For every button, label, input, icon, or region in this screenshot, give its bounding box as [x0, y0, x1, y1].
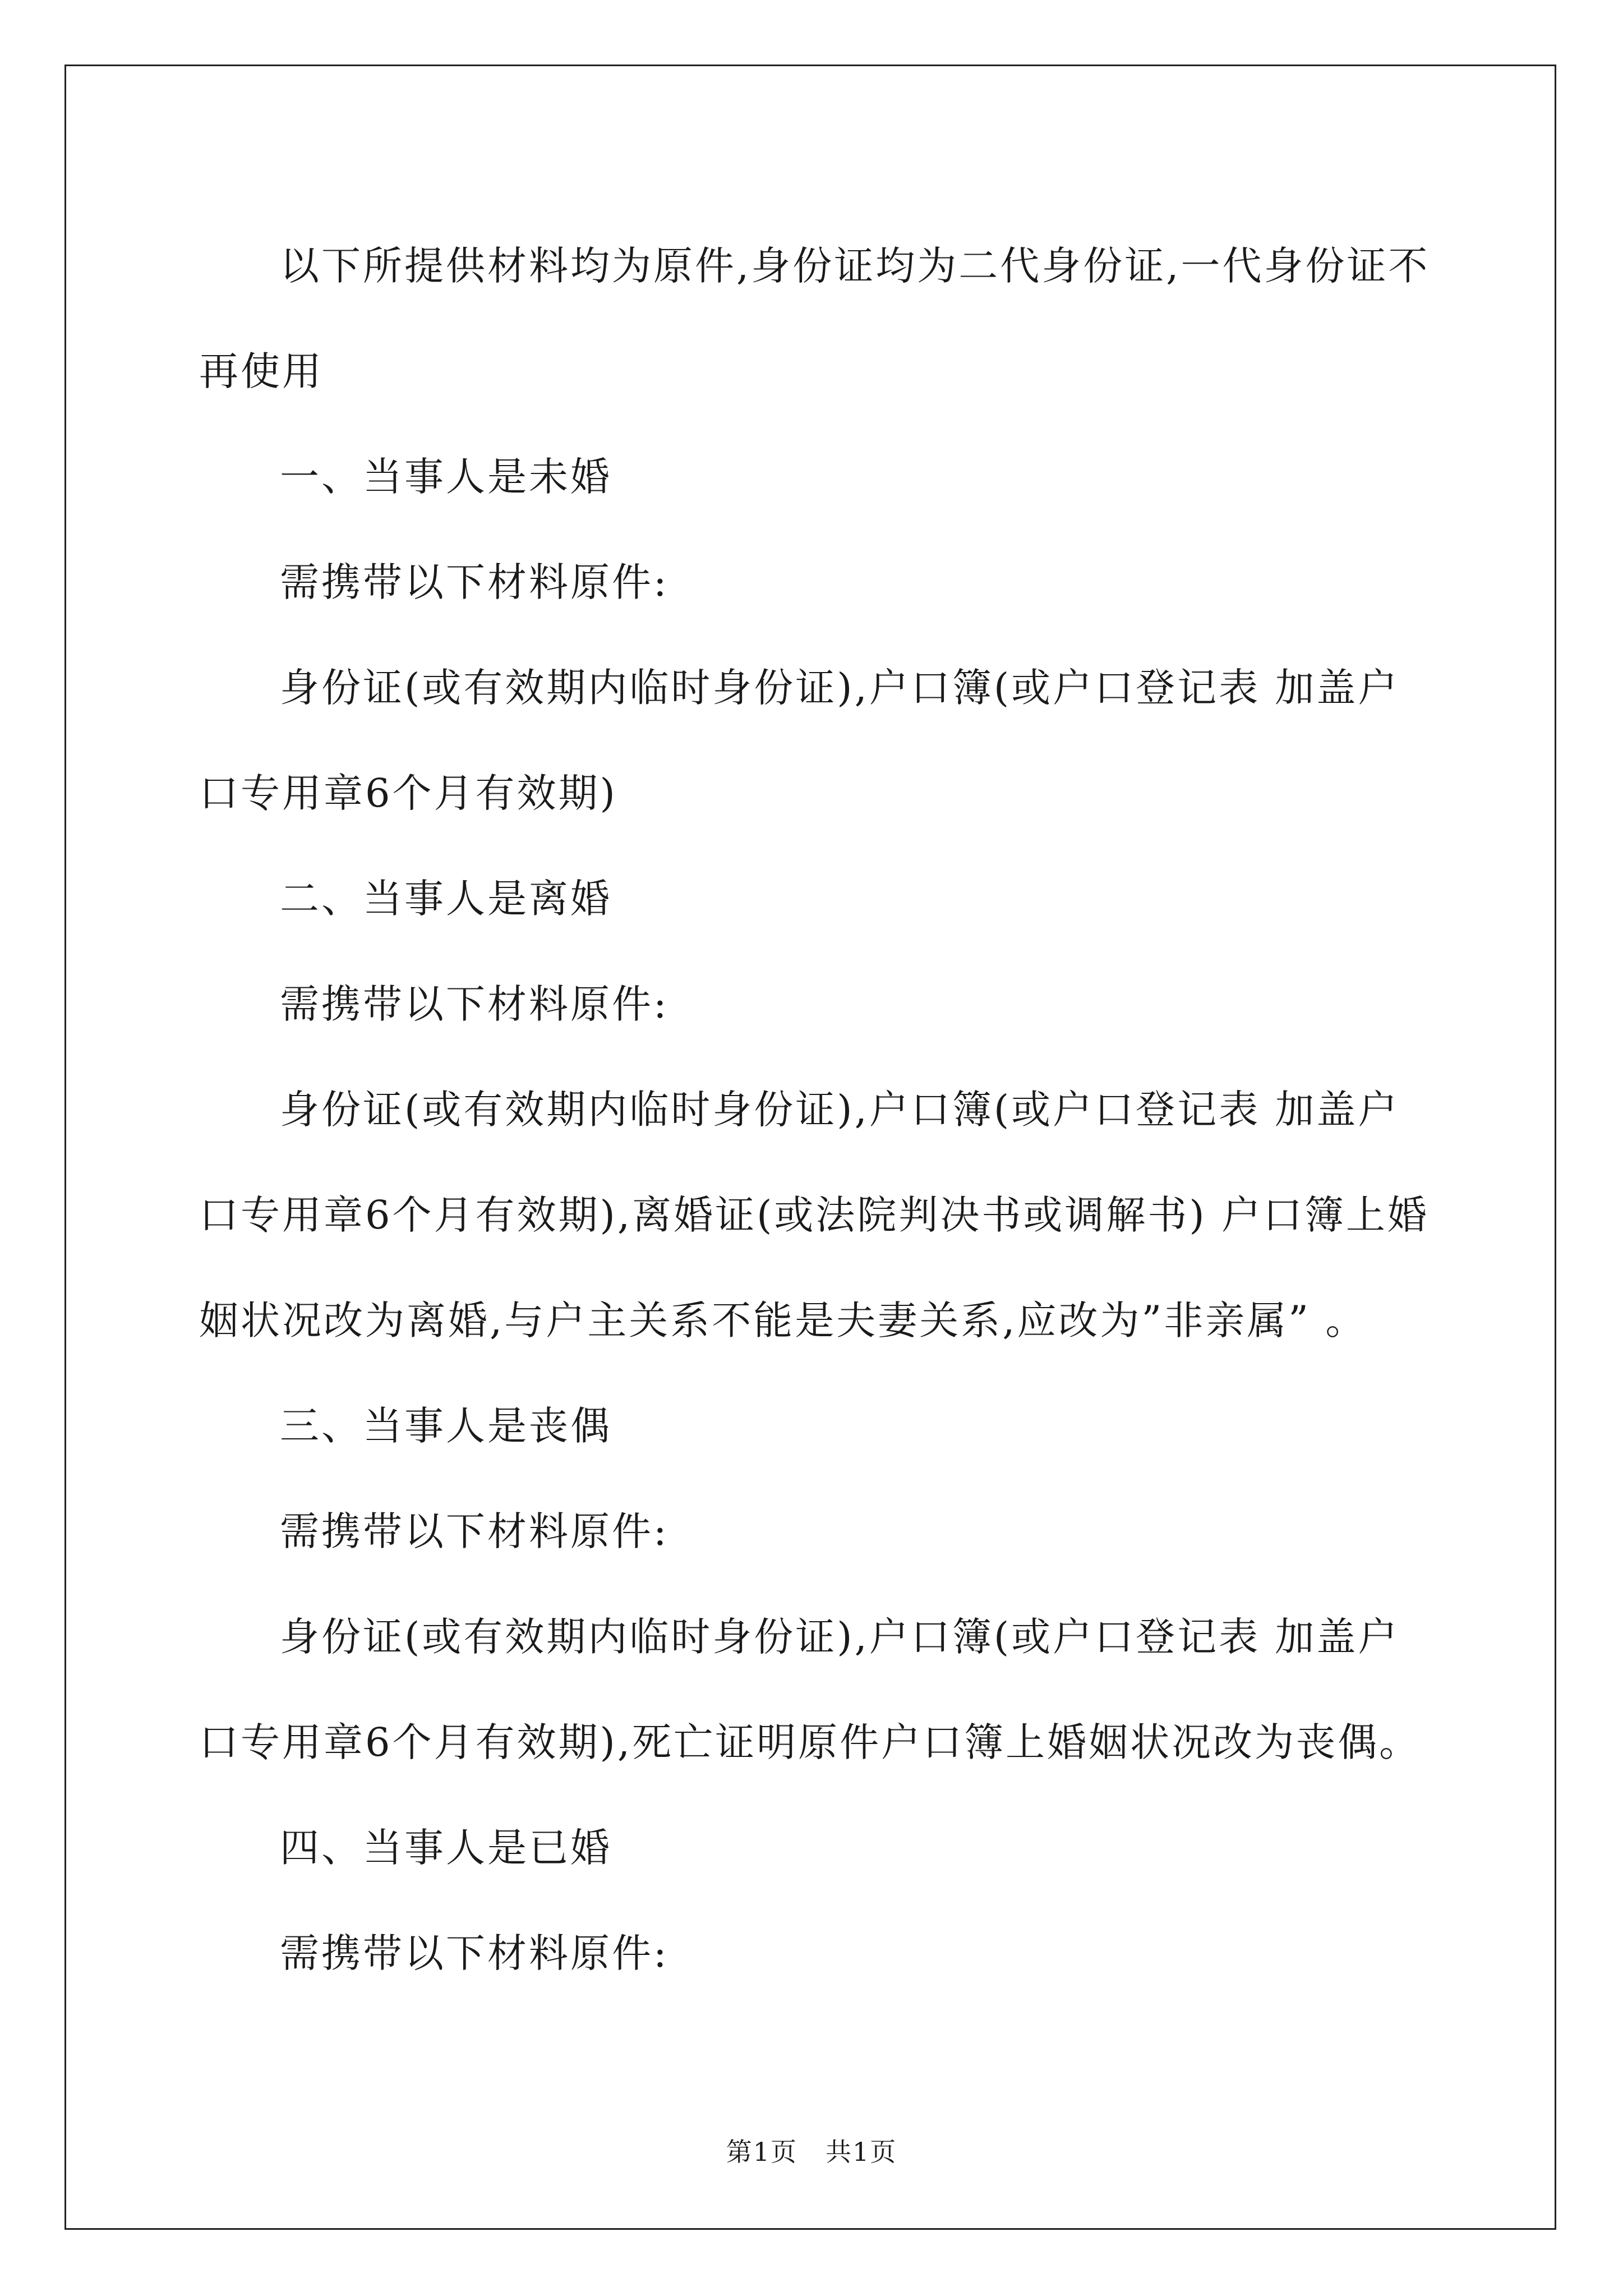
page-number-current: 第1页: [726, 2137, 797, 2167]
section-heading-married: 四、当事人是已婚: [280, 1825, 612, 1871]
materials-label: 需携带以下材料原件:: [280, 981, 669, 1027]
section-heading-unmarried: 一、当事人是未婚: [280, 454, 612, 500]
page-number-total: 共1页: [826, 2137, 897, 2167]
page-footer: [0, 2132, 1623, 2169]
materials-list-widowed: 身份证(或有效期内临时身份证),户口簿(或户口登记表 加盖户口专用章6个月有效期),死亡证明原件户口簿上婚姻状况改为丧偶。: [199, 1614, 1421, 1765]
document-body: [199, 213, 1433, 2006]
materials-label: 需携带以下材料原件:: [280, 1930, 669, 1976]
section-heading-divorced: 二、当事人是离婚: [280, 876, 612, 922]
materials-label: 需携带以下材料原件:: [280, 559, 669, 605]
materials-list-divorced: 身份证(或有效期内临时身份证),户口簿(或户口登记表 加盖户口专用章6个月有效期),离婚证(或法院判决书或调解书) 户口簿上婚姻状况改为离婚,与户主关系不能是夫妻关系,应改为”非亲属” 。: [199, 1087, 1429, 1343]
section-heading-widowed: 三、当事人是丧偶: [280, 1403, 612, 1449]
materials-label: 需携带以下材料原件:: [280, 1508, 669, 1554]
materials-list-unmarried: 身份证(或有效期内临时身份证),户口簿(或户口登记表 加盖户口专用章6个月有效期): [199, 665, 1400, 816]
intro-paragraph: 以下所提供材料均为原件,身份证均为二代身份证,一代身份证不再使用: [199, 243, 1430, 394]
